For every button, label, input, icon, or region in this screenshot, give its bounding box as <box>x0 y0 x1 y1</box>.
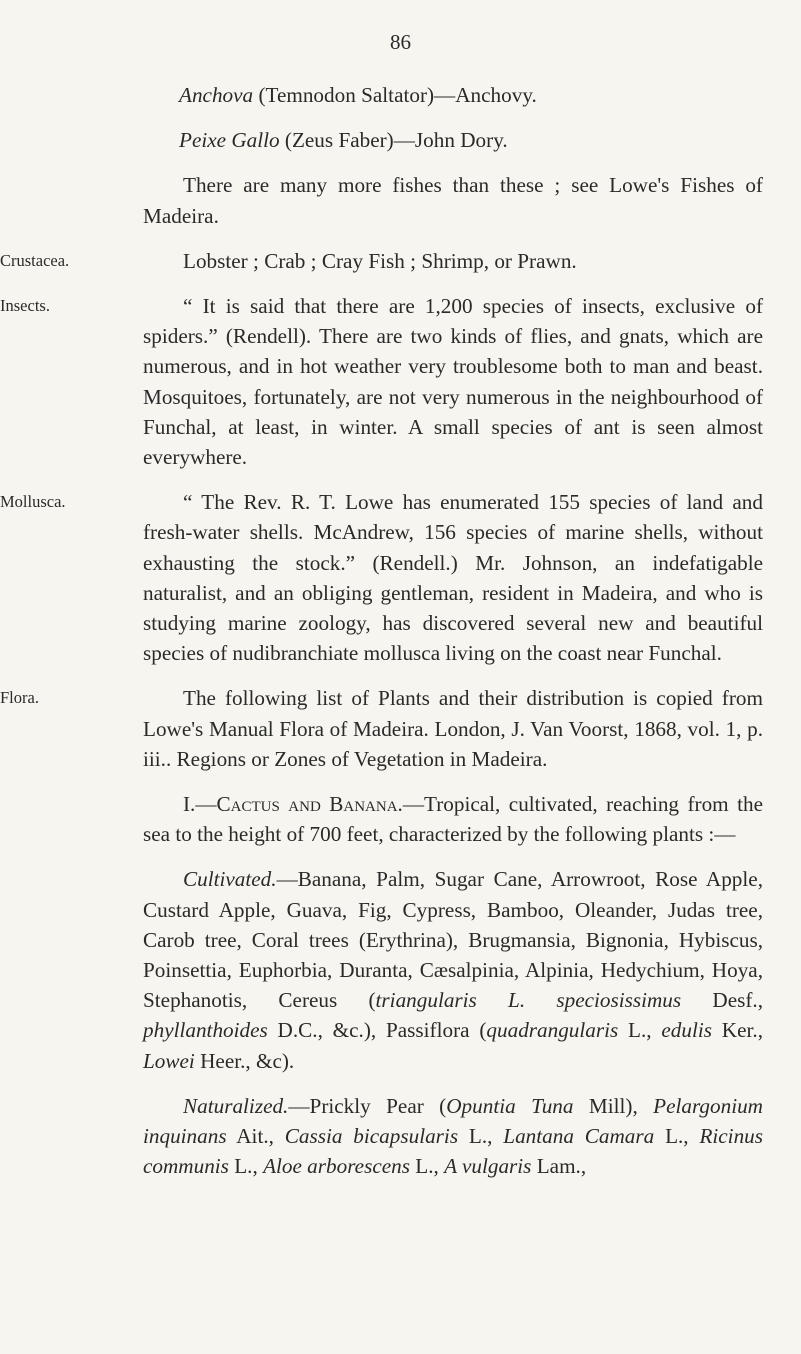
plant-list-text: Desf., <box>681 988 763 1013</box>
fish-name-italic: Peixe Gallo <box>179 128 280 153</box>
species-italic: quadrangularis <box>486 1018 619 1043</box>
paragraph-more-fishes: There are many more fishes than these ; see Lowe's Fishes of Madeira. <box>143 173 763 228</box>
fish-name-italic: Anchova <box>179 83 254 107</box>
fish-description: (Temnodon Saltator)—Anchovy. <box>253 83 537 107</box>
plant-list-text: Ait., <box>226 1124 285 1149</box>
paragraph-anchova <box>143 80 763 110</box>
paragraph-cultivated <box>143 864 763 1075</box>
species-italic: A vulgaris <box>444 1154 532 1179</box>
paragraph-mollusca: “ The Rev. R. T. Lowe has enumerated 155 species of land and fresh-water shells. McAndrew, 156 species of marine shells, without exhausting the stock.” (Rendell.) Mr. Johnson, an indefatigable naturalist, and an obliging gentleman, resident in Madeira, and who is studying marine zoology, has discovered several new and beautiful species of nudibranchiate mollusca living on the coast near Funchal. <box>143 490 763 666</box>
species-italic: Opuntia Tuna <box>446 1093 574 1118</box>
paragraph-crustacea: Lobster ; Crab ; Cray Fish ; Shrimp, or Prawn. <box>183 248 577 273</box>
plant-list-text: —Banana, Palm, Sugar Cane, Arrowroot, Rose Apple, Custard Apple, Guava, Fig, Cypress, Bamboo, Oleander, Judas tree, Carob tree, Coral trees (Erythrina), Brugmansia, Bignonia, Hybiscus, Poinsettia, Euphorbia, Duranta, Cæsalpinia, Alpinia, Hedychium, Hoya, Stephanotis, Cereus ( <box>143 867 763 1013</box>
zone-number: I.— <box>183 792 217 817</box>
section-flora <box>0 683 763 774</box>
plant-list-text: —Prickly Pear ( <box>288 1093 447 1118</box>
plant-list-text: L., <box>618 1018 662 1043</box>
paragraph-flora: The following list of Plants and their distribution is copied from Lowe's Manual Flora of Madeira. London, J. Van Voorst, 1868, vol. 1, p. iii.. Regions or Zones of Vegetation in Madeira. <box>143 686 763 771</box>
cultivated-label: Cultivated. <box>183 867 277 892</box>
margin-note-flora: Flora. <box>0 688 39 708</box>
plant-list-text: Lam., <box>531 1154 587 1179</box>
plant-list-text: L., <box>654 1124 700 1149</box>
section-mollusca <box>0 487 763 668</box>
margin-note-crustacea: Crustacea. <box>0 250 70 270</box>
species-italic: edulis <box>661 1018 713 1043</box>
naturalized-label: Naturalized. <box>183 1093 289 1118</box>
plant-list-text: Heer., &c). <box>194 1048 295 1073</box>
zone-title: Cactus and Banana. <box>216 792 403 817</box>
species-italic: Aloe arborescens <box>263 1154 410 1179</box>
page-body <box>0 80 764 1182</box>
species-italic: Pelargonium inquinans <box>143 1093 763 1149</box>
species-italic: Lowei <box>143 1048 195 1073</box>
paragraph-insects: “ It is said that there are 1,200 species of insects, exclusive of spiders.” (Rendell). There are two kinds of flies, and gnats, which are numerous, and in hot weather very troublesome both to man and beast. Mosquitoes, fortunately, are not very numerous in the neighbourhood of Funchal, at least, in winter. A small species of ant is seen almost everywhere. <box>143 294 763 470</box>
plant-list-text: Ker., <box>712 1018 763 1043</box>
page-number: 86 <box>390 30 411 54</box>
margin-note-mollusca: Mollusca. <box>0 492 66 512</box>
zone-description: —Tropical, cultivated, reaching from the sea to the height of 700 feet, characterized by the following plants :— <box>143 792 763 847</box>
fish-description: (Zeus Faber)—John Dory. <box>279 128 508 153</box>
plant-list-text: Mill), <box>573 1093 654 1118</box>
section-insects <box>0 291 763 472</box>
plant-list-text: D.C., &c.), Passiflora ( <box>267 1018 487 1043</box>
species-italic: Ricinus communis <box>143 1124 764 1179</box>
plant-list-text: L., <box>228 1154 264 1179</box>
plant-list-text: L., <box>458 1124 504 1149</box>
paragraph-zone-1 <box>143 789 763 849</box>
paragraph-naturalized <box>143 1091 763 1182</box>
plant-list-text: L., <box>409 1154 445 1179</box>
species-italic: phyllanthoides <box>143 1018 268 1043</box>
species-italic: Lantana Camara <box>503 1124 655 1149</box>
margin-note-insects: Insects. <box>0 296 50 316</box>
paragraph-peixe-gallo <box>143 125 763 155</box>
species-italic: triangularis L. speciosissimus <box>375 988 682 1013</box>
species-italic: Cassia bicapsularis <box>284 1124 459 1149</box>
section-crustacea <box>0 246 763 276</box>
